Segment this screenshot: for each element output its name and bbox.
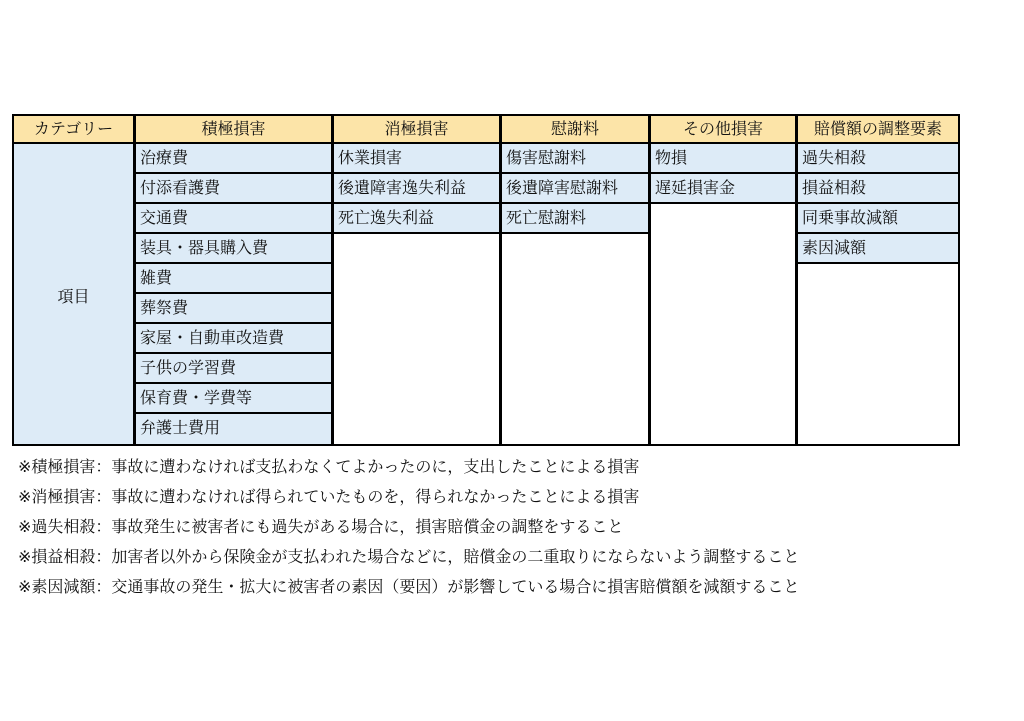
header-adjustment-factors: 賠償額の調整要素 — [796, 114, 960, 144]
consolation-money-column — [500, 142, 650, 446]
table-cell: 死亡慰謝料 — [502, 204, 648, 234]
other-damages-column — [649, 142, 797, 446]
footnote-predisposition-reduction: ※素因減額：交通事故の発生・拡大に被害者の素因（要因）が影響している場合に損害賠償額を減額すること — [18, 577, 800, 596]
damages-table — [13, 114, 961, 446]
header-other-damages: その他損害 — [649, 114, 797, 144]
header-consolation-money: 慰謝料 — [500, 114, 650, 144]
footnote-comparative-negligence: ※過失相殺：事故発生に被害者にも過失がある場合に，損害賠償金の調整をすること — [18, 517, 624, 536]
table-cell: 付添看護費 — [136, 174, 331, 204]
table-cell: 後遺障害逸失利益 — [334, 174, 499, 204]
lost-earnings-column — [332, 142, 501, 446]
table-cell: 物損 — [651, 144, 795, 174]
table-cell: 弁護士費用 — [136, 414, 331, 444]
table-cell: 同乗事故減額 — [798, 204, 958, 234]
footnote-benefit-offset: ※損益相殺：加害者以外から保険金が支払われた場合などに，賠償金の二重取りにならないよう調整すること — [18, 547, 800, 566]
table-cell: 交通費 — [136, 204, 331, 234]
table-cell: 家屋・自動車改造費 — [136, 324, 331, 354]
header-lost-earnings: 消極損害 — [332, 114, 501, 144]
footnote-lost-earnings: ※消極損害：事故に遭わなければ得られていたものを，得られなかったことによる損害 — [18, 487, 640, 506]
table-cell: 装具・器具購入費 — [136, 234, 331, 264]
table-cell: 過失相殺 — [798, 144, 958, 174]
table-cell: 傷害慰謝料 — [502, 144, 648, 174]
table-cell: 雑費 — [136, 264, 331, 294]
table-cell: 素因減額 — [798, 234, 958, 264]
header-positive-damages: 積極損害 — [134, 114, 333, 144]
table-cell: 遅延損害金 — [651, 174, 795, 204]
footnote-positive-damages: ※積極損害：事故に遭わなければ支払わなくてよかったのに，支出したことによる損害 — [18, 457, 640, 476]
table-cell: 後遺障害慰謝料 — [502, 174, 648, 204]
table-cell: 死亡逸失利益 — [334, 204, 499, 234]
table-cell: 葬祭費 — [136, 294, 331, 324]
category-column — [12, 142, 135, 446]
table-cell: 治療費 — [136, 144, 331, 174]
adjustment-factors-column — [796, 142, 960, 446]
table-cell: 子供の学習費 — [136, 354, 331, 384]
table-cell: 保育費・学費等 — [136, 384, 331, 414]
table-cell: 休業損害 — [334, 144, 499, 174]
table-cell: 損益相殺 — [798, 174, 958, 204]
positive-damages-column — [134, 142, 333, 446]
footnotes — [18, 452, 1008, 602]
category-label: 項目 — [57, 287, 90, 306]
header-category: カテゴリー — [12, 114, 135, 144]
